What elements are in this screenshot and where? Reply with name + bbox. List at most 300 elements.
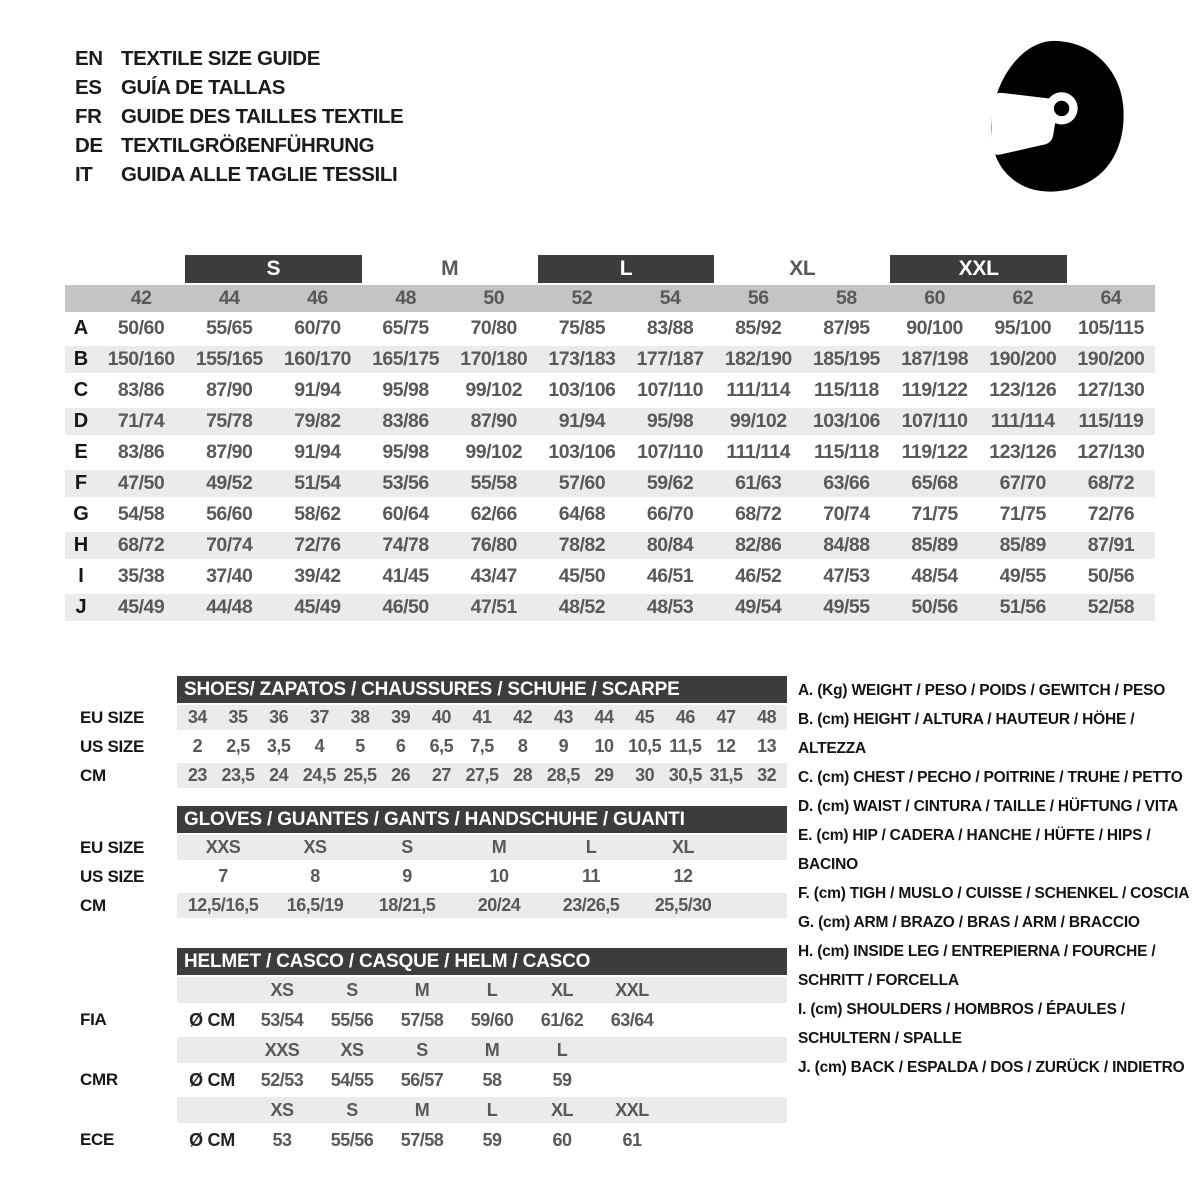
size-cell: 63/66 — [823, 472, 870, 494]
guide-title: GUIDA ALLE TAGLIE TESSILI — [121, 162, 398, 186]
row-values — [177, 1065, 787, 1095]
value-cell: 30,5 — [668, 765, 702, 785]
legend-item: G. (cm) ARM / BRAZO / BRAS / ARM / BRACCIO — [798, 914, 1140, 931]
value-cell: 31,5 — [709, 765, 743, 785]
size-cell: 43/47 — [470, 565, 517, 587]
size-cell: 99/102 — [465, 441, 523, 463]
language-title-list — [75, 44, 403, 189]
size-cell: 182/190 — [724, 348, 792, 370]
size-column-header: 64 — [1100, 287, 1122, 309]
shoes-table — [65, 676, 787, 790]
table-row — [65, 761, 787, 790]
legend-item: F. (cm) TIGH / MUSLO / CUISSE / SCHENKEL / COSCIA — [798, 885, 1190, 902]
row-label: G — [73, 503, 89, 525]
size-row-c — [65, 375, 1155, 406]
size-cell: 115/118 — [813, 379, 879, 401]
value-cell: 5 — [355, 736, 365, 756]
value-cell: 4 — [314, 736, 325, 756]
size-row-a — [65, 313, 1155, 344]
size-cell: 44/48 — [206, 596, 253, 618]
size-cell: 57/60 — [558, 472, 606, 494]
helmet-size-header-cell: XXL — [615, 1099, 649, 1120]
size-cell: 95/100 — [994, 317, 1052, 339]
legend-item: E. (cm) HIP / CADERA / HANCHE / HÜFTE / HIPS / BACINO — [798, 827, 1151, 873]
size-cell: 190/200 — [989, 348, 1057, 370]
size-cell: 68/72 — [117, 534, 165, 556]
value-cell: 35 — [228, 707, 248, 727]
size-column-header: 44 — [218, 287, 240, 309]
size-cell: 65/75 — [382, 317, 429, 339]
size-column-header: 60 — [924, 287, 945, 309]
size-cell: 99/102 — [729, 410, 787, 432]
size-cell: 107/110 — [637, 379, 704, 401]
size-cell: 70/74 — [206, 534, 253, 556]
helmet-size-header-cell: M — [414, 1099, 430, 1120]
value-cell: 2 — [192, 736, 203, 756]
language-code: EN — [75, 46, 103, 70]
size-group-m: M — [441, 257, 459, 280]
row-values — [177, 975, 787, 1005]
size-cell: 105/115 — [1077, 317, 1144, 339]
diameter-unit-label: Ø CM — [189, 1069, 235, 1090]
language-code: DE — [75, 133, 103, 157]
row-header-label — [65, 1035, 177, 1065]
row-label: H — [73, 534, 89, 556]
value-cell: 10 — [594, 736, 614, 756]
helmet-size-header-cell: XS — [340, 1039, 364, 1060]
size-cell: 76/80 — [470, 534, 517, 556]
size-column-header: 48 — [395, 287, 416, 309]
value-cell: 26 — [391, 765, 411, 785]
size-cell: 115/118 — [813, 441, 879, 463]
size-column-header: 50 — [483, 287, 505, 309]
size-cell: 91/94 — [294, 441, 341, 463]
helmet-standard-row — [65, 1125, 787, 1155]
size-cell: 170/180 — [460, 348, 528, 370]
size-column-header: 54 — [659, 287, 681, 309]
helmet-standard-row — [65, 1005, 787, 1035]
size-cell: 60/64 — [382, 503, 429, 525]
value-cell: 3,5 — [266, 736, 291, 756]
size-group-xxl: XXL — [890, 255, 1066, 283]
legend-item: C. (cm) CHEST / PECHO / POITRINE / TRUHE / PETTO — [798, 769, 1183, 786]
row-values — [177, 1125, 787, 1155]
size-column-header: 58 — [836, 287, 857, 309]
value-cell: L — [585, 837, 597, 857]
table-row — [65, 862, 787, 891]
size-cell: 48/52 — [558, 596, 606, 618]
row-values — [177, 1005, 787, 1035]
helmet-size-value: 60 — [552, 1129, 572, 1150]
value-cell: 28 — [513, 765, 533, 785]
value-cell: 11,5 — [669, 736, 702, 756]
size-cell: 84/88 — [823, 534, 870, 556]
size-cell: 123/126 — [989, 441, 1057, 463]
value-cell: 29 — [594, 765, 614, 785]
size-cell: 54/58 — [117, 503, 165, 525]
helmet-size-header-cell: XS — [270, 1099, 294, 1120]
size-row-e — [65, 437, 1155, 468]
size-column-header: 62 — [1012, 287, 1034, 309]
row-values — [177, 761, 787, 790]
size-cell: 82/86 — [735, 534, 782, 556]
size-cell: 91/94 — [558, 410, 606, 432]
row-header-label — [65, 975, 177, 1005]
size-cell: 51/56 — [999, 596, 1046, 618]
value-cell: XS — [303, 837, 327, 857]
size-column-header: 42 — [130, 287, 152, 309]
helmet-size-header-cell: XS — [270, 979, 294, 1000]
value-cell: 6,5 — [429, 736, 454, 756]
main-size-table — [65, 255, 1155, 623]
size-cell: 45/50 — [558, 565, 606, 587]
row-header-label: US SIZE — [80, 736, 145, 756]
size-cell: 103/106 — [548, 441, 616, 463]
row-label: I — [78, 565, 84, 587]
size-cell: 78/82 — [558, 534, 606, 556]
size-cell: 45/49 — [117, 596, 165, 618]
size-cell: 83/86 — [117, 379, 165, 401]
size-cell: 111/114 — [726, 441, 791, 463]
size-cell: 68/72 — [735, 503, 782, 525]
value-cell: XL — [671, 837, 694, 857]
value-cell: 40 — [431, 707, 451, 727]
size-cell: 107/110 — [637, 441, 704, 463]
gloves-table — [65, 806, 787, 920]
size-cell: 150/160 — [107, 348, 175, 370]
diameter-unit-label: Ø CM — [189, 1009, 235, 1030]
size-cell: 87/95 — [823, 317, 870, 339]
row-label: A — [73, 317, 89, 339]
row-label: B — [73, 348, 89, 370]
helmet-size-header-cell: L — [556, 1039, 568, 1060]
size-columns-row — [65, 285, 1155, 312]
value-cell: 16,5/19 — [286, 895, 344, 915]
size-cell: 49/54 — [735, 596, 782, 618]
measurement-legend — [798, 676, 1196, 1082]
legend-item: J. (cm) BACK / ESPALDA / DOS / ZURÜCK / INDIETRO — [798, 1059, 1185, 1076]
value-cell: 42 — [513, 707, 533, 727]
value-cell: 30 — [635, 765, 655, 785]
guide-title: GUIDE DES TAILLES TEXTILE — [121, 104, 404, 128]
helmet-size-header-cell: L — [486, 979, 498, 1000]
size-cell: 83/86 — [382, 410, 429, 432]
size-cell: 47/50 — [117, 472, 165, 494]
size-cell: 111/114 — [726, 379, 791, 401]
size-cell: 83/86 — [117, 441, 165, 463]
row-header-label: EU SIZE — [80, 837, 145, 857]
legend-item: I. (cm) SHOULDERS / HOMBROS / ÉPAULES / SCHULTERN / SPALLE — [798, 1001, 1125, 1047]
row-header-label: US SIZE — [80, 866, 145, 886]
size-cell: 115/119 — [1078, 410, 1144, 432]
legend-item: A. (Kg) WEIGHT / PESO / POIDS / GEWITCH / PESO — [798, 682, 1166, 699]
size-group-xl: XL — [789, 257, 816, 280]
size-cell: 79/82 — [294, 410, 341, 432]
helmet-table — [65, 948, 787, 1155]
value-cell: XXS — [205, 837, 241, 857]
size-cell: 75/85 — [558, 317, 606, 339]
row-label: C — [73, 379, 89, 401]
size-cell: 48/54 — [911, 565, 958, 587]
value-cell: 13 — [757, 736, 777, 756]
size-cell: 127/130 — [1077, 441, 1145, 463]
standard-label: CMR — [80, 1070, 118, 1089]
size-cell: 50/60 — [117, 317, 165, 339]
row-header-label: CM — [80, 765, 106, 785]
size-cell: 46/51 — [646, 565, 694, 587]
size-cell: 46/52 — [735, 565, 782, 587]
size-cell: 123/126 — [989, 379, 1057, 401]
language-code: FR — [75, 104, 102, 128]
value-cell: 9 — [402, 866, 412, 886]
table-row — [65, 891, 787, 920]
size-row-d — [65, 406, 1155, 437]
size-row-g — [65, 499, 1155, 530]
size-cell: 61/63 — [735, 472, 782, 494]
size-cell: 155/165 — [195, 348, 263, 370]
size-cell: 50/56 — [911, 596, 958, 618]
size-cell: 47/51 — [470, 596, 517, 618]
helmet-size-header-cell: L — [486, 1099, 498, 1120]
size-cell: 107/110 — [901, 410, 968, 432]
size-cell: 39/42 — [294, 565, 341, 587]
size-cell: 59/62 — [646, 472, 694, 494]
helmet-size-header-cell: XXL — [615, 979, 649, 1000]
size-cell: 190/200 — [1077, 348, 1145, 370]
size-cell: 55/65 — [206, 317, 253, 339]
size-column-header: 56 — [747, 287, 769, 309]
helmet-size-value: 53/54 — [260, 1009, 304, 1030]
size-cell: 41/45 — [382, 565, 429, 587]
row-values — [177, 1095, 787, 1125]
value-cell: 8 — [517, 736, 528, 756]
row-label: E — [74, 441, 88, 463]
guide-title: GUÍA DE TALLAS — [121, 75, 286, 99]
helmet-size-value: 52/53 — [260, 1069, 304, 1090]
value-cell: 48 — [757, 707, 777, 727]
size-cell: 71/75 — [911, 503, 958, 525]
size-cell: 103/106 — [548, 379, 616, 401]
size-group-l: L — [538, 255, 714, 283]
size-cell: 51/54 — [294, 472, 341, 494]
helmet-size-value: 59 — [482, 1129, 502, 1150]
size-cell: 47/53 — [823, 565, 870, 587]
size-cell: 45/49 — [294, 596, 341, 618]
shoes-table-title: SHOES/ ZAPATOS / CHAUSSURES / SCHUHE / SCARPE — [177, 676, 787, 703]
size-row-b — [65, 344, 1155, 375]
size-cell: 119/122 — [901, 379, 968, 401]
value-cell: 36 — [269, 707, 289, 727]
size-cell: 91/94 — [294, 379, 341, 401]
helmet-size-header-cell: M — [484, 1039, 500, 1060]
size-cell: 49/55 — [999, 565, 1046, 587]
value-cell: 7,5 — [470, 736, 494, 756]
size-cell: 85/92 — [735, 317, 782, 339]
helmet-size-value: 57/58 — [400, 1009, 444, 1030]
value-cell: 27 — [431, 765, 451, 785]
size-cell: 165/175 — [372, 348, 440, 370]
table-row — [65, 703, 787, 732]
diameter-unit-label: Ø CM — [189, 1129, 235, 1150]
size-cell: 56/60 — [206, 503, 253, 525]
standard-label: FIA — [80, 1010, 107, 1029]
value-cell: 7 — [218, 866, 228, 886]
language-row — [75, 131, 403, 160]
language-row — [75, 44, 403, 73]
helmet-table-title: HELMET / CASCO / CASQUE / HELM / CASCO — [177, 948, 787, 975]
value-cell: M — [491, 837, 507, 857]
size-cell: 74/78 — [382, 534, 429, 556]
value-cell: 41 — [472, 707, 492, 727]
helmet-size-header-cell: XXS — [264, 1039, 300, 1060]
value-cell: 28,5 — [546, 765, 580, 785]
size-cell: 55/58 — [470, 472, 517, 494]
size-cell: 119/122 — [901, 441, 968, 463]
table-row — [65, 732, 787, 761]
gloves-table-title: GLOVES / GUANTES / GANTS / HANDSCHUHE / GUANTI — [177, 806, 787, 833]
row-label: F — [74, 472, 88, 494]
size-cell: 53/56 — [382, 472, 429, 494]
row-header-label: EU SIZE — [80, 707, 145, 727]
racing-helmet-icon — [972, 28, 1140, 200]
value-cell: 12 — [673, 866, 693, 886]
size-cell: 68/72 — [1087, 472, 1135, 494]
size-cell: 87/90 — [206, 379, 253, 401]
helmet-size-value: 59 — [552, 1069, 572, 1090]
helmet-size-value: 61 — [622, 1129, 642, 1150]
value-cell: 23,5 — [221, 765, 255, 785]
size-cell: 67/70 — [999, 472, 1046, 494]
size-cell: 187/198 — [901, 348, 969, 370]
guide-title: TEXTILE SIZE GUIDE — [121, 46, 320, 70]
row-header-label — [65, 1095, 177, 1125]
size-cell: 70/74 — [823, 503, 870, 525]
value-cell: S — [401, 837, 413, 857]
size-cell: 60/70 — [294, 317, 341, 339]
helmet-size-header-cell: XL — [550, 1099, 573, 1120]
helmet-size-value: 54/55 — [330, 1069, 374, 1090]
size-cell: 95/98 — [382, 379, 429, 401]
value-cell: 44 — [594, 707, 614, 727]
size-cell: 95/98 — [646, 410, 694, 432]
value-cell: 24 — [269, 765, 289, 785]
size-cell: 127/130 — [1077, 379, 1145, 401]
size-cell: 85/89 — [999, 534, 1046, 556]
size-cell: 95/98 — [382, 441, 429, 463]
size-cell: 90/100 — [906, 317, 963, 339]
value-cell: 12,5/16,5 — [187, 895, 259, 915]
helmet-size-value: 56/57 — [400, 1069, 444, 1090]
helmet-standard-row — [65, 1065, 787, 1095]
value-cell: 38 — [350, 707, 370, 727]
helmet-size-header-cell: XL — [550, 979, 573, 1000]
size-group-s: S — [185, 255, 361, 283]
value-cell: 20/24 — [477, 895, 521, 915]
helmet-size-value: 61/62 — [540, 1009, 584, 1030]
helmet-size-header-cell: S — [346, 1099, 358, 1120]
value-cell: 46 — [675, 707, 695, 727]
size-cell: 85/89 — [911, 534, 958, 556]
value-cell: 47 — [716, 707, 736, 727]
size-cell: 185/195 — [812, 348, 880, 370]
legend-item: H. (cm) INSIDE LEG / ENTREPIERNA / FOURCHE / SCHRITT / FORCELLA — [798, 943, 1156, 989]
value-cell: 25,5/30 — [654, 895, 712, 915]
helmet-size-header-cell: S — [416, 1039, 428, 1060]
language-row — [75, 160, 403, 189]
value-cell: 6 — [395, 736, 406, 756]
size-row-h — [65, 530, 1155, 561]
size-cell: 35/38 — [117, 565, 165, 587]
helmet-size-header-row — [65, 1095, 787, 1125]
value-cell: 18/21,5 — [378, 895, 436, 915]
size-row-i — [65, 561, 1155, 592]
size-column-header: 46 — [307, 287, 328, 309]
helmet-size-value: 55/56 — [330, 1129, 374, 1150]
size-cell: 80/84 — [646, 534, 694, 556]
size-cell: 87/90 — [206, 441, 253, 463]
value-cell: 9 — [558, 736, 569, 756]
size-cell: 52/58 — [1087, 596, 1135, 618]
size-cell: 71/74 — [117, 410, 165, 432]
row-values — [177, 732, 787, 761]
row-values — [177, 1035, 787, 1065]
helmet-size-header-row — [65, 975, 787, 1005]
size-cell: 72/76 — [1087, 503, 1135, 525]
size-cell: 65/68 — [911, 472, 958, 494]
helmet-size-header-row — [65, 1035, 787, 1065]
value-cell: 10,5 — [628, 736, 662, 756]
size-cell: 72/76 — [294, 534, 341, 556]
helmet-size-header-cell: M — [414, 979, 430, 1000]
language-code: IT — [75, 162, 93, 186]
size-cell: 48/53 — [646, 596, 694, 618]
value-cell: 8 — [310, 866, 320, 886]
size-cell: 103/106 — [812, 410, 880, 432]
row-values — [177, 833, 787, 862]
helmet-size-value: 57/58 — [400, 1129, 444, 1150]
size-cell: 160/170 — [283, 348, 351, 370]
table-row — [65, 833, 787, 862]
size-cell: 70/80 — [470, 317, 517, 339]
size-cell: 64/68 — [558, 503, 606, 525]
size-cell: 177/187 — [636, 348, 704, 370]
size-cell: 50/56 — [1087, 565, 1135, 587]
size-group-row — [65, 255, 1155, 283]
size-cell: 173/183 — [548, 348, 616, 370]
row-values — [177, 703, 787, 732]
size-cell: 99/102 — [465, 379, 523, 401]
size-row-j — [65, 592, 1155, 623]
size-cell: 83/88 — [646, 317, 694, 339]
size-cell: 71/75 — [999, 503, 1046, 525]
size-cell: 62/66 — [470, 503, 517, 525]
size-cell: 87/90 — [470, 410, 517, 432]
value-cell: 24,5 — [302, 765, 336, 785]
size-cell: 46/50 — [382, 596, 429, 618]
value-cell: 11 — [581, 866, 601, 886]
helmet-size-value: 59/60 — [470, 1009, 514, 1030]
value-cell: 45 — [635, 707, 655, 727]
size-cell: 37/40 — [206, 565, 253, 587]
value-cell: 23 — [187, 765, 207, 785]
size-cell: 87/91 — [1087, 534, 1135, 556]
value-cell: 10 — [489, 866, 509, 886]
size-cell: 66/70 — [646, 503, 694, 525]
legend-item: B. (cm) HEIGHT / ALTURA / HAUTEUR / HÖHE / ALTEZZA — [798, 711, 1135, 757]
value-cell: 2,5 — [226, 736, 250, 756]
size-column-header: 52 — [571, 287, 593, 309]
size-cell: 58/62 — [294, 503, 341, 525]
